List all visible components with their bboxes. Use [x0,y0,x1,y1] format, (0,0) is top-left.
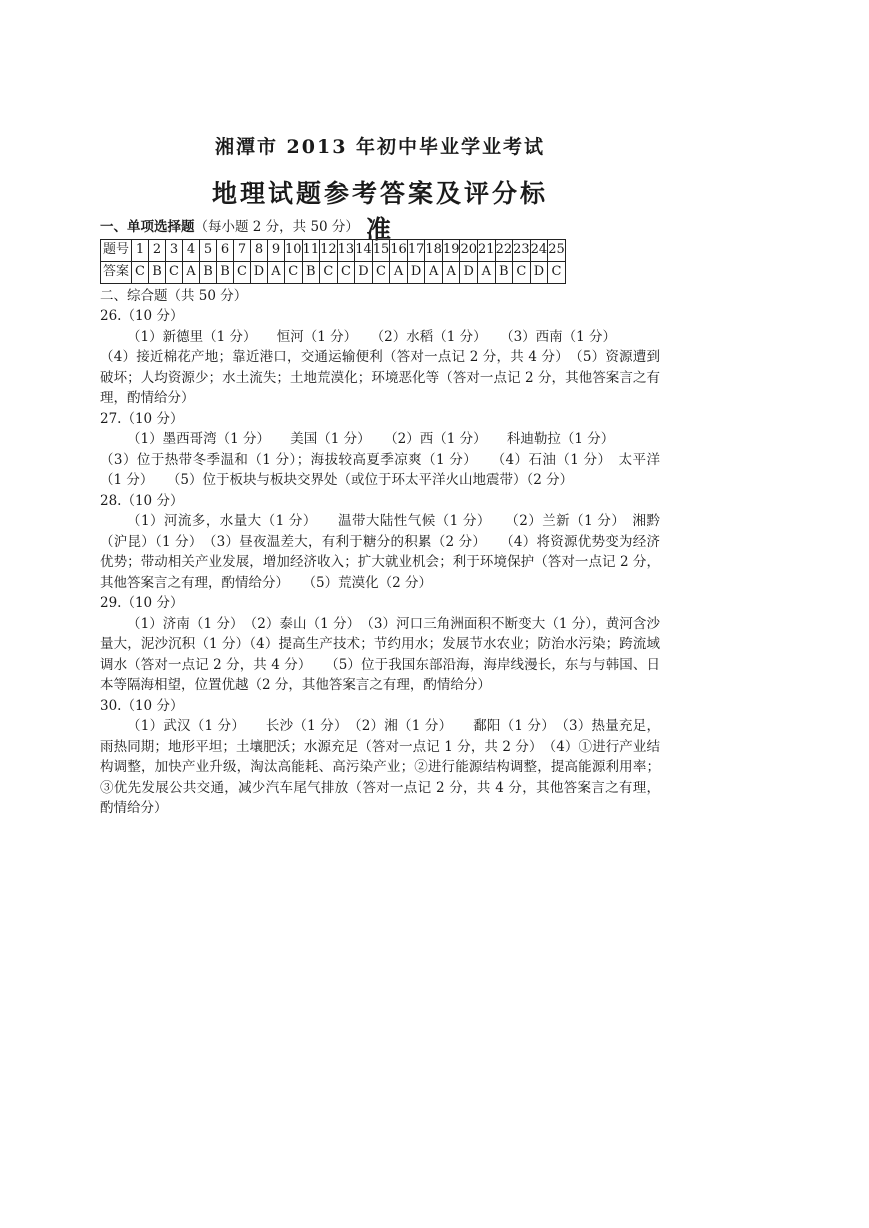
answer-cell: C [166,261,183,283]
answer-cell: B [200,261,217,283]
answer-cell: C [285,261,303,283]
question-number-cell: 24 [530,239,548,261]
question-number-row [101,239,566,261]
answer-cell: A [183,261,200,283]
question-30-label: 30.（10 分） [100,697,184,714]
section-1-heading [100,217,660,238]
question-30-line: （1）武汉（1 分） 长沙（1 分） （2）湘（1 分） 鄱阳（1 分） （3）热量充足，雨热同期；地形平坦；土壤肥沃；水源充足（答对一点记 1 分，共 2 分） （4）①进行产业结构调整，加快产业升级，淘汰高能耗、高污染产业；②进行能源结构调整，提高能源利用率；③优先发展公共交通，减少汽车尾气排放（答对一点记 2 分，共 4 分，其他答案言之有理，酌情给分） [100,718,660,816]
answer-cell: C [132,261,149,283]
question-number-cell: 22 [495,239,513,261]
answer-cell: A [268,261,285,283]
question-number-cell: 8 [251,239,268,261]
answer-cell: A [478,261,496,283]
answer-cell: A [442,261,460,283]
section-2-note: （共 50 分） [167,287,248,304]
question-number-cell: 19 [442,239,460,261]
answer-cell: B [302,261,320,283]
answer-cell: C [234,261,251,283]
answer-cell: B [149,261,166,283]
question-28-label: 28.（10 分） [100,492,184,509]
question-number-cell: 1 [132,239,149,261]
question-number-cell: 9 [268,239,285,261]
row-label-answer: 答案 [101,261,132,283]
question-number-cell: 7 [234,239,251,261]
question-number-cell: 13 [337,239,355,261]
question-number-cell: 16 [390,239,408,261]
question-27-line: （1）墨西哥湾（1 分） 美国（1 分） （2）西（1 分） 科迪勒拉（1 分） [127,431,615,447]
answer-cell: C [548,261,566,283]
answer-cell: A [425,261,443,283]
question-number-cell: 21 [478,239,496,261]
question-number-cell: 10 [285,239,303,261]
question-number-cell: 2 [149,239,166,261]
answer-cell: D [251,261,268,283]
question-26 [100,306,660,409]
answer-cell: D [407,261,425,283]
question-27-line: （3）位于热带冬季温和（1 分）；海拔较高夏季凉爽（1 分） （4）石油（1 分） 太平洋（1 分） （5）位于板块与板块交界处（或位于环太平洋火山地震带）（2 分） [100,451,660,488]
question-28 [100,491,660,594]
question-number-cell: 5 [200,239,217,261]
section-2-title: 二、综合题 [100,287,168,304]
answer-cell: C [372,261,390,283]
question-number-cell: 15 [372,239,390,261]
question-number-cell: 25 [548,239,566,261]
answer-body [100,217,660,819]
question-27-label: 27.（10 分） [100,410,184,427]
question-number-cell: 3 [166,239,183,261]
answer-cell: D [530,261,548,283]
question-28-line: （1）河流多，水量大（1 分） 温带大陆性气候（1 分） （2）兰新（1 分） 湘黔（沪昆）（1 分） （3）昼夜温差大，有利于糖分的积累（2 分） （4）将资源优势变为经济优势；带动相关产业发展，增加经济收入；扩大就业机会；利于环境保护（答对一点记 2 分，其他答案言之有理，酌情给分） （5）荒漠化（2 分） [100,513,660,591]
section-1-title: 一、单项选择题 [100,219,195,235]
question-27 [100,409,660,491]
row-label-question: 题号 [101,239,132,261]
question-26-line: （1）新德里（1 分） 恒河（1 分） （2）水稻（1 分） （3）西南（1 分） [127,328,617,345]
question-number-cell: 11 [302,239,320,261]
question-number-cell: 6 [217,239,234,261]
section-1-note: （每小题 2 分，共 50 分） [194,219,359,235]
question-number-cell: 17 [407,239,425,261]
question-number-cell: 14 [355,239,373,261]
question-29-line: （1）济南（1 分） （2）泰山（1 分） （3）河口三角洲面积不断变大（1 分），黄河含沙量大，泥沙沉积（1 分）（4）提高生产技术；节约用水；发展节水农业；防治水污染；跨流域调水（答对一点记 2 分，共 4 分） （5）位于我国东部沿海，海岸线漫长，东与与韩国、日本等隔海相望，位置优越（2 分，其他答案言之有理，酌情给分） [100,615,660,693]
question-26-line: （4）接近棉花产地；靠近港口，交通运输便利（答对一点记 2 分，共 4 分） （5）资源遭到破坏；人均资源少；水土流失；土地荒漠化；环境恶化等（答对一点记 2 分，其他答案言之有理，酌情给分） [100,349,660,406]
answer-cell: C [513,261,531,283]
question-number-cell: 18 [425,239,443,261]
question-26-label: 26.（10 分） [100,308,184,324]
question-number-cell: 23 [513,239,531,261]
answer-cell: B [495,261,513,283]
question-number-cell: 12 [320,239,338,261]
question-number-cell: 4 [183,239,200,261]
answer-row [101,261,566,283]
question-29-label: 29.（10 分） [100,595,184,611]
question-29 [100,593,660,696]
question-30 [100,696,660,819]
answer-cell: C [337,261,355,283]
question-number-cell: 20 [460,239,478,261]
answer-cell: B [217,261,234,283]
choice-answer-table [100,239,566,284]
answer-cell: D [355,261,373,283]
answer-cell: D [460,261,478,283]
document-subtitle: 地理试题参考答案及评分标准 [211,179,548,244]
answer-cell: C [320,261,338,283]
exam-title: 湘潭市 2013 年初中毕业学业考试 [214,136,546,158]
section-2-heading [100,286,660,307]
answer-cell: A [390,261,408,283]
